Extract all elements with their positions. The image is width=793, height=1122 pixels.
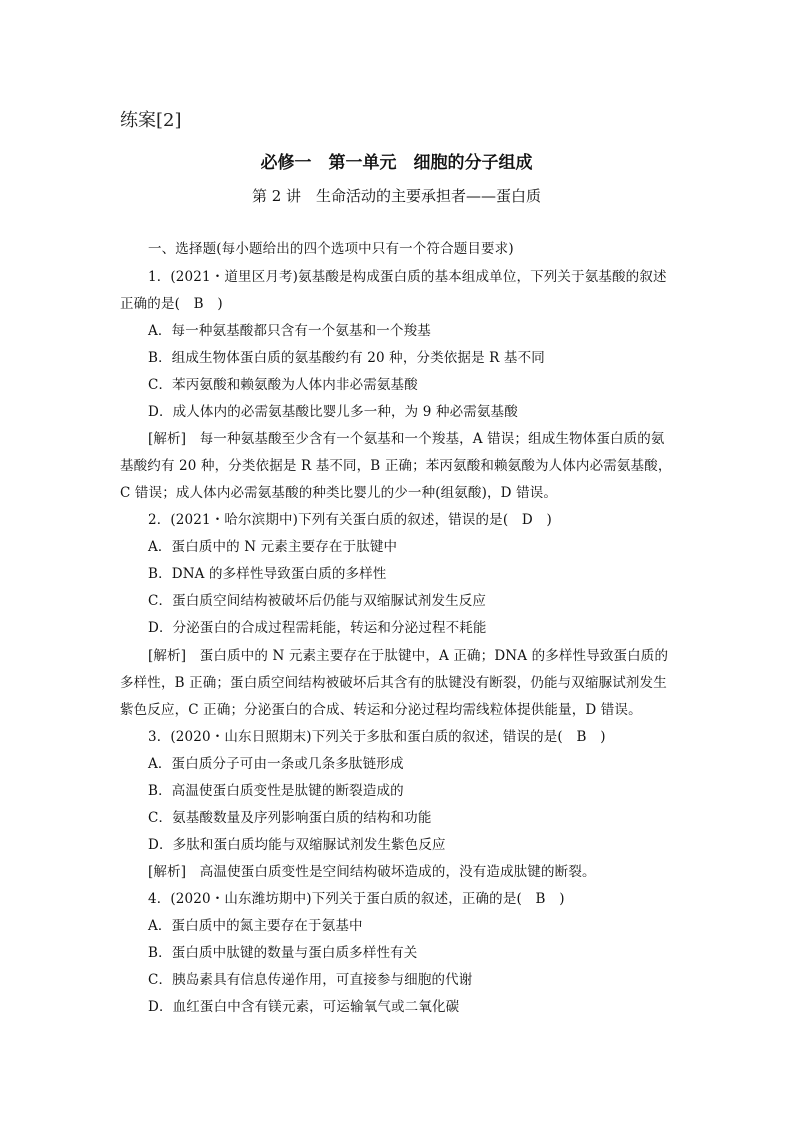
q4-option-b: B．蛋白质中肽键的数量与蛋白质多样性有关 xyxy=(148,945,418,961)
q2-option-d: D．分泌蛋白的合成过程需耗能，转运和分泌过程不耗能 xyxy=(148,620,487,636)
q1-option-b: B．组成生物体蛋白质的氨基酸约有 20 种，分类依据是 R 基不同 xyxy=(148,350,545,366)
q1-analysis-cont: C 错误；成人体内必需氨基酸的种类比婴儿的少一种(组氨酸)，D 错误。 xyxy=(120,485,558,501)
section-heading: 一、选择题(每小题给出的四个选项中只有一个符合题目要求) xyxy=(148,241,514,257)
q3-option-b: B．高温使蛋白质变性是肽键的断裂造成的 xyxy=(148,783,404,799)
q4-option-c: C．胰岛素具有信息传递作用，可直接参与细胞的代谢 xyxy=(148,972,473,988)
q4-stem: 4．(2020・山东潍坊期中)下列关于蛋白质的叙述，正确的是( B ) xyxy=(148,891,565,907)
q1-stem-cont: 正确的是( B ) xyxy=(120,296,223,312)
q1-option-a: A．每一种氨基酸都只含有一个氨基和一个羧基 xyxy=(148,323,431,339)
q3-option-a: A．蛋白质分子可由一条或几条多肽链形成 xyxy=(148,756,404,772)
q2-stem: 2．(2021・哈尔滨期中)下列有关蛋白质的叙述，错误的是( D ) xyxy=(148,512,552,528)
q1-analysis: [解析] 每一种氨基酸至少含有一个氨基和一个羧基，A 错误；组成生物体蛋白质的氨 xyxy=(148,431,665,447)
q2-analysis-cont: 紫色反应，C 正确；分泌蛋白的合成、转运和分泌过程均需线粒体提供能量，D 错误。 xyxy=(120,702,642,718)
q4-option-a: A．蛋白质中的氮主要存在于氨基中 xyxy=(148,918,363,934)
q2-analysis: [解析] 蛋白质中的 N 元素主要存在于肽键中，A 正确；DNA 的多样性导致蛋白质的 xyxy=(148,648,669,664)
q2-analysis-cont: 多样性，B 正确；蛋白质空间结构被破坏后其含有的肽键没有断裂，仍能与双缩脲试剂发生 xyxy=(120,675,667,691)
q3-option-c: C．氨基酸数量及序列影响蛋白质的结构和功能 xyxy=(148,810,432,826)
q3-option-d: D．多肽和蛋白质均能与双缩脲试剂发生紫色反应 xyxy=(148,837,446,853)
q1-stem: 1．(2021・道里区月考)氨基酸是构成蛋白质的基本组成单位，下列关于氨基酸的叙述 xyxy=(148,269,667,285)
page-subtitle: 第 2 讲 生命活动的主要承担者——蛋白质 xyxy=(251,187,542,205)
q1-option-c: C．苯丙氨酸和赖氨酸为人体内非必需氨基酸 xyxy=(148,377,418,393)
q2-option-c: C．蛋白质空间结构被破坏后仍能与双缩脲试剂发生反应 xyxy=(148,593,487,609)
q2-option-a: A．蛋白质中的 N 元素主要存在于肽键中 xyxy=(148,539,398,555)
q1-option-d: D．成人体内的必需氨基酸比婴儿多一种，为 9 种必需氨基酸 xyxy=(148,404,518,420)
q3-stem: 3．(2020・山东日照期末)下列关于多肽和蛋白质的叙述，错误的是( B ) xyxy=(148,729,606,745)
q2-option-b: B．DNA 的多样性导致蛋白质的多样性 xyxy=(148,566,387,582)
q3-analysis: [解析] 高温使蛋白质变性是空间结构破坏造成的，没有造成肽键的断裂。 xyxy=(148,864,596,880)
q4-option-d: D．血红蛋白中含有镁元素，可运输氧气或二氧化碳 xyxy=(148,999,460,1015)
q1-analysis-cont: 基酸约有 20 种，分类依据是 R 基不同，B 正确；苯丙氨酸和赖氨酸为人体内必需氨基酸， xyxy=(120,458,672,474)
page-title: 必修一 第一单元 细胞的分子组成 xyxy=(260,153,533,173)
exercise-tag: 练案[2] xyxy=(120,110,182,131)
